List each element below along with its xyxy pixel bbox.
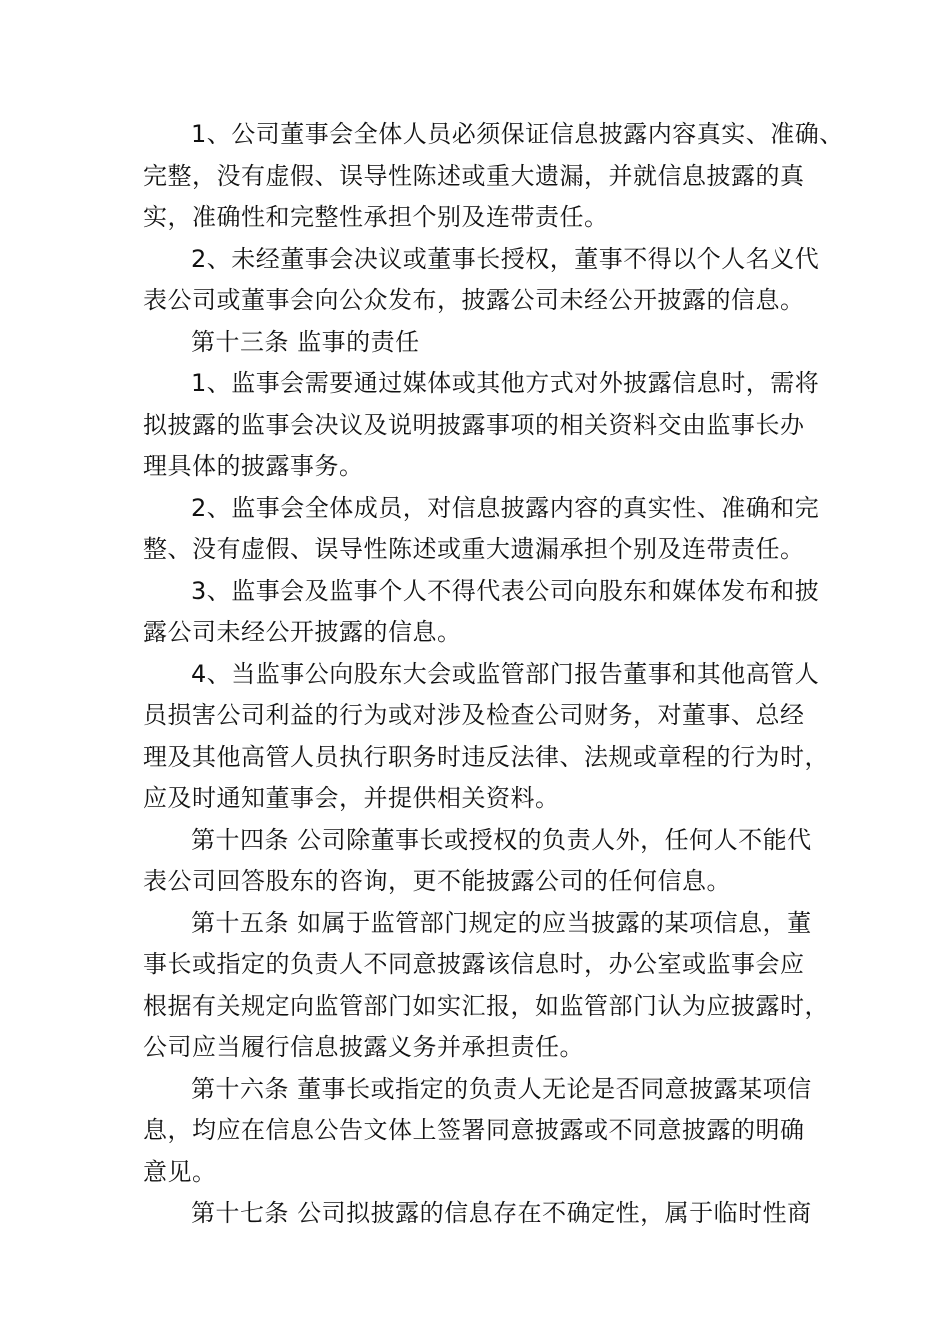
paragraph-line: 2、未经董事会决议或董事长授权，董事不得以个人名义代 [191,245,820,273]
paragraph-line: 4、当监事公向股东大会或监管部门报告董事和其他高管人 [191,660,820,688]
article-paragraph-line: 第十五条 如属于监管部门规定的应当披露的某项信息，董 [191,909,812,937]
paragraph-line: 表公司回答股东的咨询，更不能披露公司的任何信息。 [143,867,731,895]
paragraph-line: 表公司或董事会向公众发布，披露公司未经公开披露的信息。 [143,286,805,314]
paragraph-line: 1、公司董事会全体人员必须保证信息披露内容真实、准确、 [191,120,844,148]
article-paragraph-line: 第十四条 公司除董事长或授权的负责人外，任何人不能代 [191,826,812,854]
paragraph-line: 2、监事会全体成员，对信息披露内容的真实性、准确和完 [191,494,820,522]
paragraph-line: 3、监事会及监事个人不得代表公司向股东和媒体发布和披 [191,577,820,605]
article-paragraph-line: 第十六条 董事长或指定的负责人无论是否同意披露某项信 [191,1075,812,1103]
paragraph-line: 露公司未经公开披露的信息。 [143,618,462,646]
paragraph-line: 完整，没有虚假、误导性陈述或重大遗漏，并就信息披露的真 [143,162,805,190]
paragraph-line: 员损害公司利益的行为或对涉及检查公司财务，对董事、总经 [143,701,805,729]
paragraph-line: 整、没有虚假、误导性陈述或重大遗漏承担个别及连带责任。 [143,535,805,563]
paragraph-line: 1、监事会需要通过媒体或其他方式对外披露信息时，需将 [191,369,820,397]
section-heading: 第十三条 监事的责任 [191,328,420,356]
paragraph-line: 根据有关规定向监管部门如实汇报，如监管部门认为应披露时， [143,992,829,1020]
paragraph-line: 拟披露的监事会决议及说明披露事项的相关资料交由监事长办 [143,411,805,439]
paragraph-line: 公司应当履行信息披露义务并承担责任。 [143,1033,584,1061]
paragraph-line: 理及其他高管人员执行职务时违反法律、法规或章程的行为时， [143,743,829,771]
paragraph-line: 事长或指定的负责人不同意披露该信息时，办公室或监事会应 [143,950,805,978]
paragraph-line: 息，均应在信息公告文体上签署同意披露或不同意披露的明确 [143,1116,805,1144]
paragraph-line: 应及时通知董事会，并提供相关资料。 [143,784,560,812]
paragraph-line: 意见。 [143,1158,217,1186]
paragraph-line: 理具体的披露事务。 [143,452,364,480]
article-paragraph-line: 第十七条 公司拟披露的信息存在不确定性，属于临时性商 [191,1199,812,1227]
paragraph-line: 实，准确性和完整性承担个别及连带责任。 [143,203,609,231]
